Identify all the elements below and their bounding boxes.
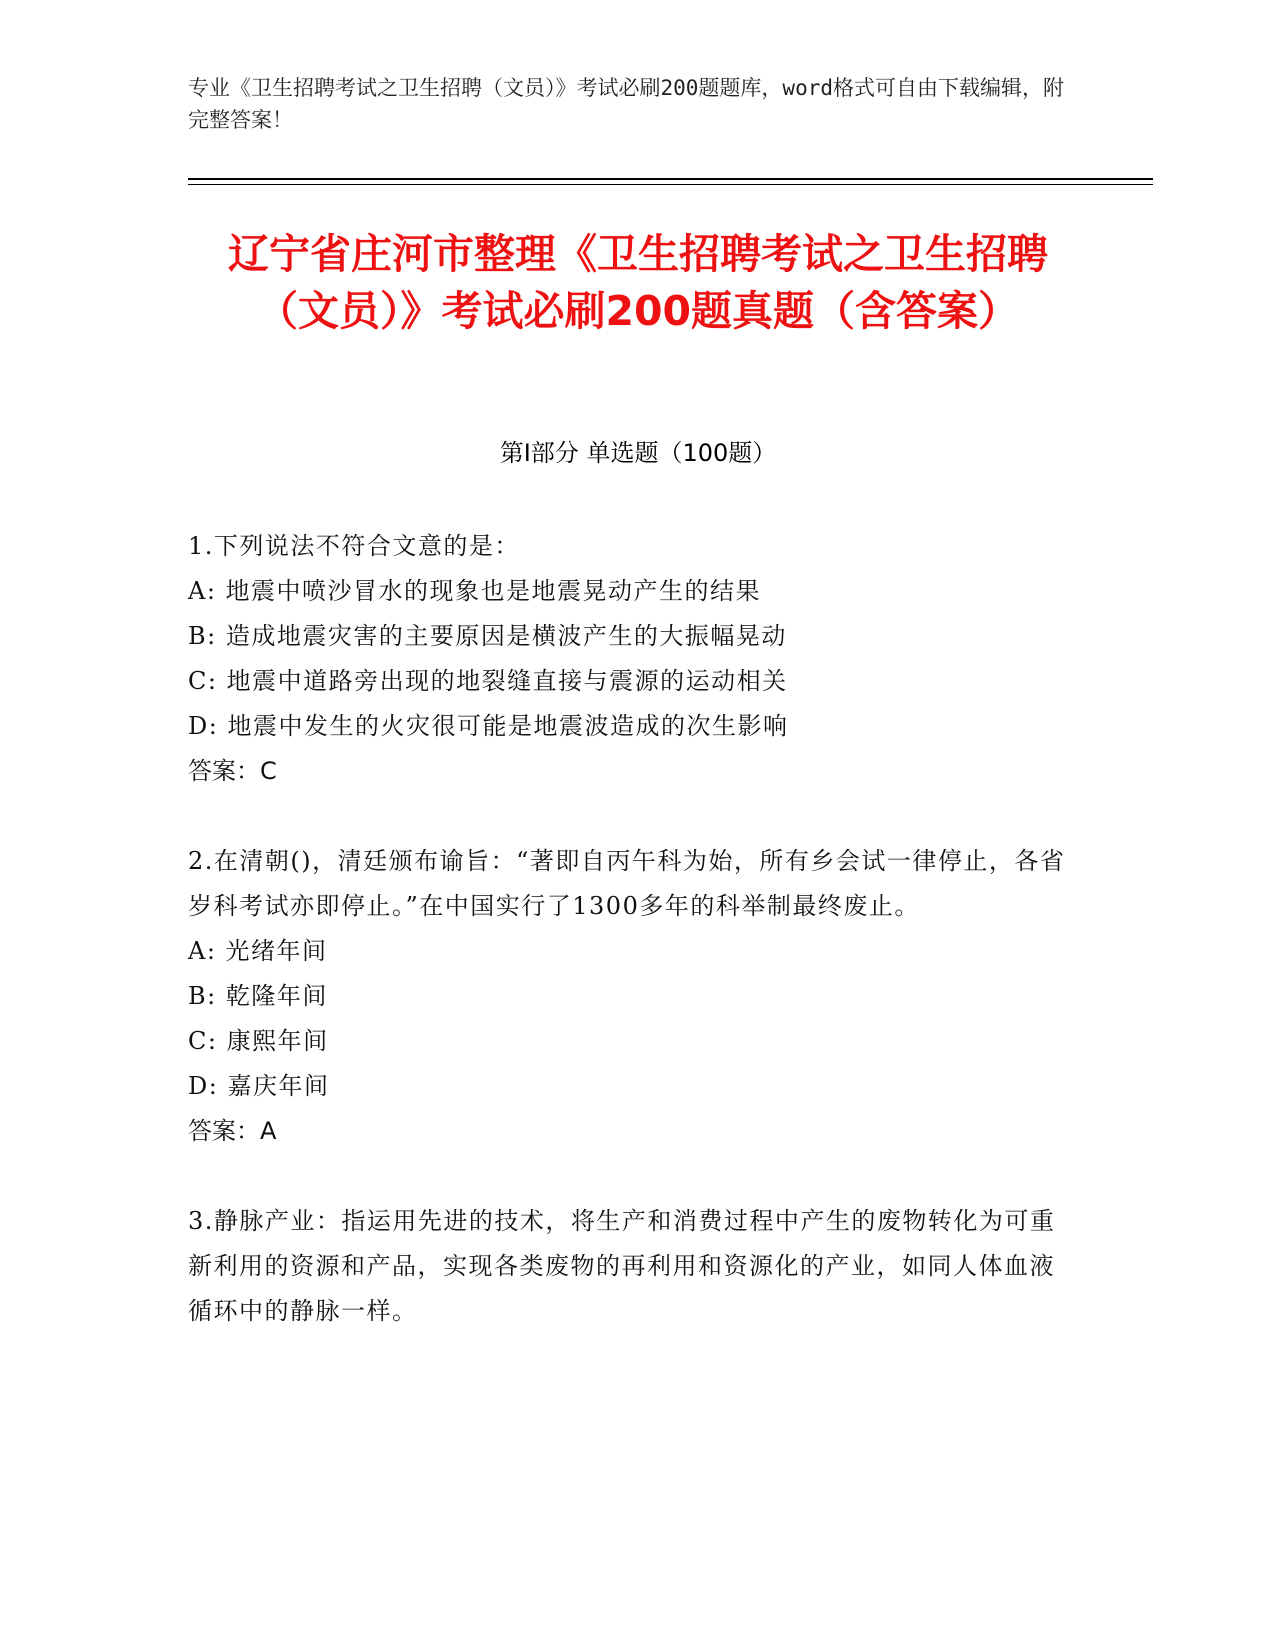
question-list: [188, 524, 1068, 1379]
option-d: D: 地震中发生的火灾很可能是地震波造成的次生影响: [188, 712, 789, 740]
option-c: C: 地震中道路旁出现的地裂缝直接与震源的运动相关: [188, 667, 788, 695]
question-text: 3.静脉产业：指运用先进的技术，将生产和消费过程中产生的废物转化为可重新利用的资源和产品，实现各类废物的再利用和资源化的产业，如同人体血液循环中的静脉一样。: [188, 1207, 1056, 1325]
header-rule-thin: [188, 184, 1153, 185]
option-a: A: 光绪年间: [188, 937, 328, 965]
option-b: B: 造成地震灾害的主要原因是横波产生的大振幅晃动: [188, 622, 787, 650]
header-note: 专业《卫生招聘考试之卫生招聘（文员）》考试必刷200题题库，word格式可自由下载编辑，附完整答案！: [188, 76, 1064, 132]
document-title: 辽宁省庄河市整理《卫生招聘考试之卫生招聘（文员）》考试必刷200题真题（含答案）: [228, 230, 1048, 335]
question-1: [188, 524, 1068, 794]
header-rule-thick: [188, 178, 1153, 180]
answer: 答案：C: [188, 757, 277, 785]
question-2: [188, 839, 1068, 1154]
question-text: 1.下列说法不符合文意的是：: [188, 532, 520, 560]
question-3: [188, 1199, 1068, 1334]
option-c: C: 康熙年间: [188, 1027, 329, 1055]
option-a: A: 地震中喷沙冒水的现象也是地震晃动产生的结果: [188, 577, 762, 605]
option-b: B: 乾隆年间: [188, 982, 328, 1010]
answer: 答案：A: [188, 1117, 277, 1145]
question-text: 2.在清朝()，清廷颁布谕旨：“著即自丙午科为始，所有乡会试一律停止，各省岁科考试亦即停止。”在中国实行了1300多年的科举制最终废止。: [188, 847, 1066, 920]
option-d: D: 嘉庆年间: [188, 1072, 330, 1100]
section-title: 第Ⅰ部分 单选题（100题）: [499, 439, 777, 467]
